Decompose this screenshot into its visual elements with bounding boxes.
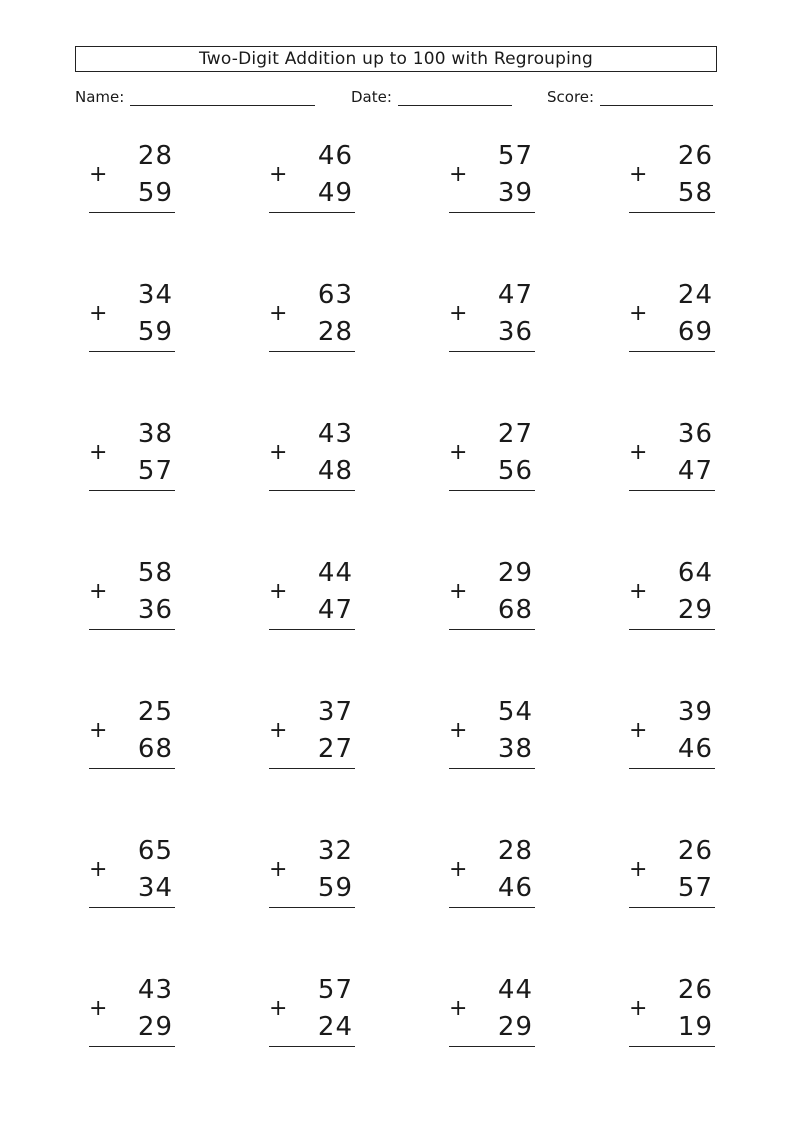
addition-problem [449,836,539,916]
addition-problem [449,419,539,499]
bottom-addend: 27 [317,734,353,764]
addition-problem [89,419,179,499]
top-addend: 36 [677,419,713,449]
answer-line [629,351,715,352]
top-addend: 28 [137,141,173,171]
answer-line [89,490,175,491]
answer-line [269,212,355,213]
answer-line [629,490,715,491]
plus-sign: + [269,301,288,326]
addition-problem [629,419,719,499]
bottom-addend: 59 [137,317,173,347]
plus-sign: + [629,857,648,882]
addition-problem [89,558,179,638]
plus-sign: + [629,440,648,465]
top-addend: 26 [677,975,713,1005]
plus-sign: + [89,579,108,604]
plus-sign: + [629,301,648,326]
name-field[interactable] [75,86,315,106]
date-blank-line[interactable] [398,89,512,106]
addition-problem [629,836,719,916]
plus-sign: + [449,857,468,882]
answer-line [89,907,175,908]
bottom-addend: 48 [317,456,353,486]
top-addend: 28 [497,836,533,866]
plus-sign: + [449,162,468,187]
plus-sign: + [629,162,648,187]
top-addend: 27 [497,419,533,449]
answer-line [89,351,175,352]
bottom-addend: 47 [317,595,353,625]
bottom-addend: 69 [677,317,713,347]
bottom-addend: 68 [497,595,533,625]
answer-line [269,907,355,908]
answer-line [449,351,535,352]
score-field[interactable] [547,86,713,106]
top-addend: 38 [137,419,173,449]
top-addend: 43 [137,975,173,1005]
bottom-addend: 49 [317,178,353,208]
bottom-addend: 38 [497,734,533,764]
answer-line [449,629,535,630]
bottom-addend: 36 [137,595,173,625]
answer-line [629,1046,715,1047]
date-label: Date: [351,88,392,106]
plus-sign: + [269,718,288,743]
plus-sign: + [269,857,288,882]
answer-line [629,768,715,769]
date-field[interactable] [351,86,512,106]
bottom-addend: 29 [497,1012,533,1042]
answer-line [269,768,355,769]
bottom-addend: 68 [137,734,173,764]
top-addend: 26 [677,141,713,171]
bottom-addend: 46 [497,873,533,903]
bottom-addend: 59 [317,873,353,903]
addition-problem [89,975,179,1055]
bottom-addend: 29 [137,1012,173,1042]
bottom-addend: 59 [137,178,173,208]
top-addend: 34 [137,280,173,310]
plus-sign: + [269,162,288,187]
plus-sign: + [449,579,468,604]
answer-line [269,351,355,352]
plus-sign: + [449,996,468,1021]
addition-problem [629,558,719,638]
plus-sign: + [89,718,108,743]
plus-sign: + [629,718,648,743]
bottom-addend: 56 [497,456,533,486]
bottom-addend: 36 [497,317,533,347]
top-addend: 29 [497,558,533,588]
addition-problem [449,280,539,360]
top-addend: 64 [677,558,713,588]
top-addend: 46 [317,141,353,171]
plus-sign: + [629,996,648,1021]
plus-sign: + [89,996,108,1021]
bottom-addend: 34 [137,873,173,903]
bottom-addend: 24 [317,1012,353,1042]
answer-line [449,212,535,213]
bottom-addend: 29 [677,595,713,625]
addition-problem [629,697,719,777]
bottom-addend: 19 [677,1012,713,1042]
score-blank-line[interactable] [600,89,713,106]
answer-line [89,768,175,769]
plus-sign: + [269,440,288,465]
top-addend: 58 [137,558,173,588]
bottom-addend: 57 [677,873,713,903]
plus-sign: + [629,579,648,604]
top-addend: 44 [497,975,533,1005]
bottom-addend: 58 [677,178,713,208]
plus-sign: + [269,579,288,604]
name-blank-line[interactable] [130,89,315,106]
answer-line [629,907,715,908]
score-label: Score: [547,88,595,106]
top-addend: 57 [317,975,353,1005]
addition-problem [449,141,539,221]
addition-problem [269,141,359,221]
answer-line [269,490,355,491]
top-addend: 24 [677,280,713,310]
name-label: Name: [75,88,125,106]
answer-line [269,1046,355,1047]
answer-line [629,212,715,213]
answer-line [449,907,535,908]
worksheet-title: Two-Digit Addition up to 100 with Regrouping [75,46,717,72]
top-addend: 63 [317,280,353,310]
addition-problem [269,280,359,360]
top-addend: 54 [497,697,533,727]
addition-problem [629,141,719,221]
answer-line [449,768,535,769]
addition-problem [269,975,359,1055]
plus-sign: + [89,301,108,326]
addition-problem [269,419,359,499]
top-addend: 37 [317,697,353,727]
answer-line [449,490,535,491]
top-addend: 47 [497,280,533,310]
plus-sign: + [89,857,108,882]
addition-problem [89,836,179,916]
bottom-addend: 47 [677,456,713,486]
plus-sign: + [89,162,108,187]
answer-line [629,629,715,630]
addition-problem [629,975,719,1055]
addition-problem [449,558,539,638]
addition-problem [89,141,179,221]
addition-problem [449,697,539,777]
answer-line [449,1046,535,1047]
top-addend: 39 [677,697,713,727]
answer-line [89,1046,175,1047]
plus-sign: + [449,440,468,465]
bottom-addend: 39 [497,178,533,208]
top-addend: 25 [137,697,173,727]
top-addend: 43 [317,419,353,449]
bottom-addend: 57 [137,456,173,486]
top-addend: 44 [317,558,353,588]
addition-problem [89,697,179,777]
addition-problem [269,836,359,916]
bottom-addend: 46 [677,734,713,764]
addition-problem [269,558,359,638]
top-addend: 32 [317,836,353,866]
addition-problem [89,280,179,360]
addition-problem [269,697,359,777]
top-addend: 65 [137,836,173,866]
answer-line [89,212,175,213]
bottom-addend: 28 [317,317,353,347]
addition-problem [629,280,719,360]
addition-problem [449,975,539,1055]
top-addend: 57 [497,141,533,171]
plus-sign: + [449,301,468,326]
answer-line [269,629,355,630]
plus-sign: + [449,718,468,743]
answer-line [89,629,175,630]
plus-sign: + [269,996,288,1021]
top-addend: 26 [677,836,713,866]
plus-sign: + [89,440,108,465]
